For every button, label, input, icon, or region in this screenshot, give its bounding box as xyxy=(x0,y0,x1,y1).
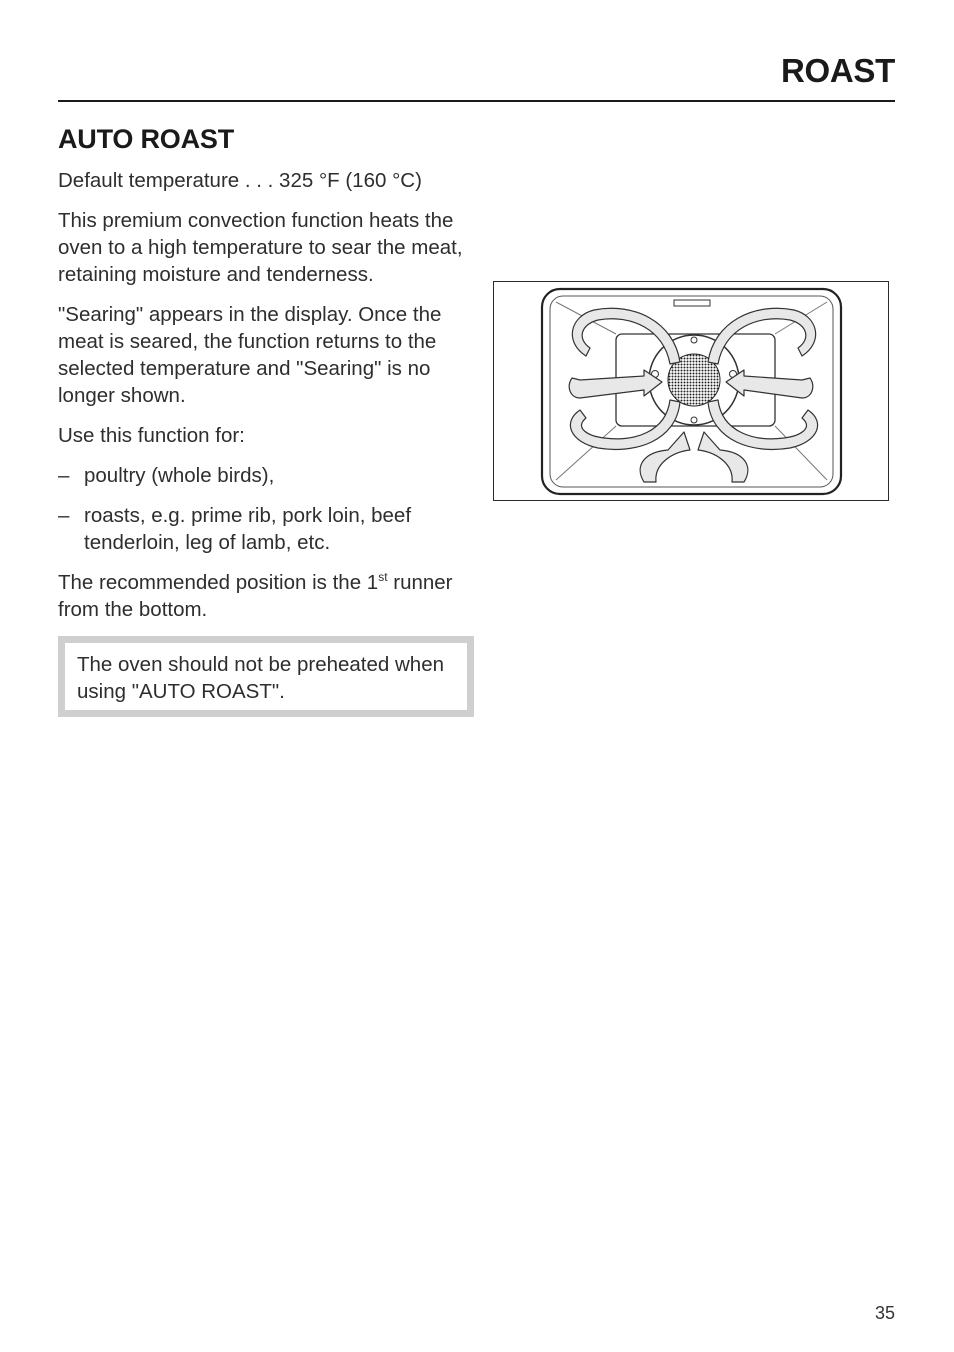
list-dash: – xyxy=(58,464,70,487)
note-text: The oven should not be preheated when using "AUTO ROAST". xyxy=(77,653,444,703)
oven-airflow-figure xyxy=(493,281,889,501)
page-header xyxy=(58,48,895,102)
use-list xyxy=(58,462,468,556)
oven-convection-airflow-illustration xyxy=(494,282,887,499)
list-item xyxy=(58,502,468,556)
list-item-text: poultry (whole birds), xyxy=(84,464,275,487)
list-item xyxy=(58,462,468,489)
position-ordinal: st xyxy=(378,570,388,585)
searing-paragraph: "Searing" appears in the display. Once the meat is seared, the function returns to the selected temperature and "Searing" is no longer shown. xyxy=(58,303,442,407)
description-paragraph: This premium convection function heats the oven to a high temperature to sear the meat, retaining moisture and tenderness. xyxy=(58,209,463,286)
list-item-text: roasts, e.g. prime rib, pork loin, beef tenderloin, leg of lamb, etc. xyxy=(84,504,412,554)
position-text: The recommended position is the 1 xyxy=(58,571,379,594)
use-intro: Use this function for: xyxy=(58,424,245,447)
auto-roast-section xyxy=(58,124,468,717)
position-text-end: runner from the bottom. xyxy=(58,571,453,621)
note-box xyxy=(58,636,474,717)
section-heading: AUTO ROAST xyxy=(58,124,235,154)
list-dash: – xyxy=(58,504,70,527)
page-number: 35 xyxy=(874,1303,895,1323)
recommended-position xyxy=(58,569,468,623)
default-temperature: Default temperature . . . 325 °F (160 °C) xyxy=(58,169,422,192)
page-title: ROAST xyxy=(780,52,895,89)
